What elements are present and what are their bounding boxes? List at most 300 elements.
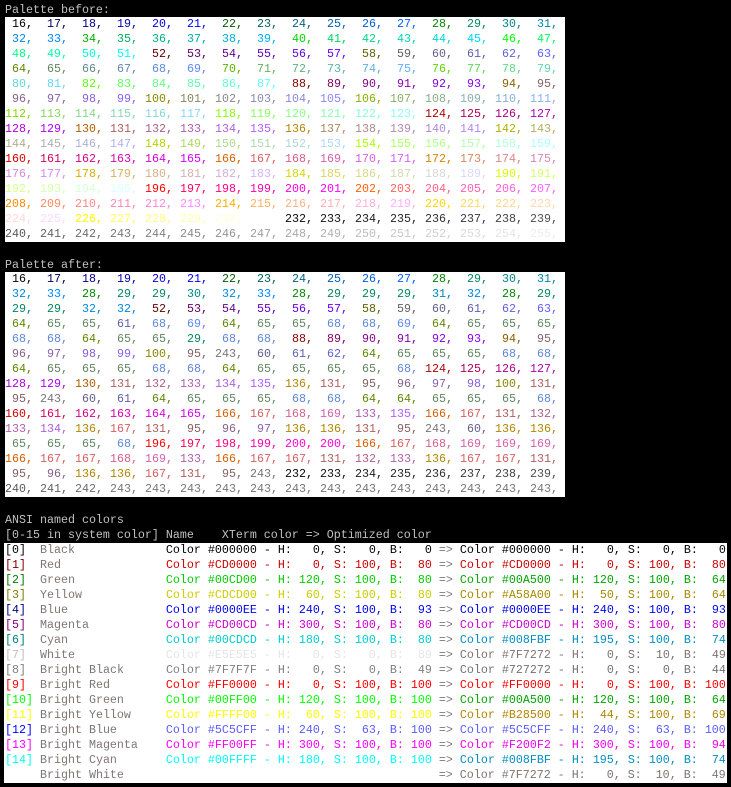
cell-sep: , <box>96 122 103 136</box>
cell-value: 133 <box>180 452 201 466</box>
cell-value: 93 <box>467 77 481 91</box>
cell-value: 133 <box>180 377 201 391</box>
cell-sep: , <box>516 422 523 436</box>
palette-cell <box>145 392 180 407</box>
space <box>404 663 418 677</box>
cell-sep: , <box>96 17 103 31</box>
palette-cell <box>75 272 110 287</box>
ansi-index: [0] <box>5 543 26 557</box>
cell-value: 59 <box>397 302 411 316</box>
s-label: S: <box>627 678 642 692</box>
palette-cell <box>460 32 495 47</box>
cell-sep: , <box>411 152 418 166</box>
cell-sep: , <box>26 362 33 376</box>
cell-sep: , <box>26 47 33 61</box>
hex-value: #00A500 <box>501 573 551 587</box>
cell-value: 234 <box>355 467 376 481</box>
cell-pad <box>110 17 117 31</box>
palette-cell <box>320 212 355 227</box>
cell-pad <box>75 77 82 91</box>
palette-cell <box>320 302 355 317</box>
cell-sep: , <box>201 92 208 106</box>
cell-sep: , <box>26 212 33 226</box>
cell-pad <box>495 62 502 76</box>
cell-sep: , <box>271 197 278 211</box>
cell-pad <box>530 62 537 76</box>
cell-value: 29 <box>47 302 61 316</box>
cell-pad <box>215 392 222 406</box>
cell-sep: , <box>551 287 558 301</box>
cell-pad <box>40 302 47 316</box>
cell-sep: , <box>481 347 488 361</box>
palette-cell <box>460 377 495 392</box>
palette-cell <box>145 377 180 392</box>
cell-sep: , <box>201 407 208 421</box>
palette-cell <box>40 317 75 332</box>
palette-cell <box>390 32 425 47</box>
cell-value: 146 <box>75 137 96 151</box>
palette-cell <box>40 107 75 122</box>
palette-cell <box>180 182 215 197</box>
palette-cell <box>5 152 40 167</box>
cell-pad <box>390 287 397 301</box>
cell-sep: , <box>341 482 348 496</box>
palette-cell <box>285 197 320 212</box>
cell-sep: , <box>271 347 278 361</box>
palette-cell <box>40 152 75 167</box>
palette-cell <box>110 152 145 167</box>
cell-value: 135 <box>390 407 411 421</box>
palette-row <box>5 377 565 392</box>
cell-value: 74 <box>362 62 376 76</box>
s-label: S: <box>627 753 642 767</box>
cell-sep: , <box>96 107 103 121</box>
arrow-icon: => <box>438 693 453 707</box>
palette-cell <box>180 137 215 152</box>
space <box>642 543 663 557</box>
cell-sep: , <box>341 47 348 61</box>
cell-value: 29 <box>117 287 131 301</box>
cell-sep: , <box>516 92 523 106</box>
space <box>586 603 593 617</box>
color-info <box>460 768 726 782</box>
sep: - <box>550 648 572 662</box>
cell-value: 209 <box>40 197 61 211</box>
sep: , <box>375 573 390 587</box>
cell-sep: , <box>271 392 278 406</box>
sep: - <box>256 708 278 722</box>
cell-value: 21 <box>187 17 201 31</box>
palette-cell <box>215 197 250 212</box>
cell-sep: , <box>166 392 173 406</box>
cell-value: 143 <box>530 122 551 136</box>
sep: - <box>256 618 278 632</box>
cell-value: 65 <box>152 332 166 346</box>
hex-value: #000000 <box>207 543 257 557</box>
cell-value: 68 <box>362 317 376 331</box>
cell-sep: , <box>551 122 558 136</box>
palette-cell <box>355 17 390 32</box>
cell-value: 95 <box>362 377 376 391</box>
cell-value: 198 <box>215 182 236 196</box>
cell-value: 140 <box>425 122 446 136</box>
space <box>453 723 460 737</box>
cell-sep: , <box>446 47 453 61</box>
color-info <box>460 618 726 632</box>
cell-value: 97 <box>257 422 271 436</box>
cell-pad <box>425 287 432 301</box>
space <box>495 573 502 587</box>
palette-cell <box>5 122 40 137</box>
cell-sep: , <box>201 182 208 196</box>
b-value: 74 <box>711 633 726 647</box>
cell-sep: , <box>166 317 173 331</box>
cell-pad <box>285 302 292 316</box>
sep: , <box>319 543 334 557</box>
h-label: H: <box>571 723 586 737</box>
cell-value: 243 <box>215 482 236 496</box>
cell-sep: , <box>516 167 523 181</box>
cell-value: 82 <box>82 77 96 91</box>
palette-cell <box>425 167 460 182</box>
h-value: 44 <box>599 708 614 722</box>
color-label: Color <box>459 618 495 632</box>
s-value: 100 <box>648 618 670 632</box>
cell-pad <box>40 467 47 481</box>
cell-value: 28 <box>292 287 306 301</box>
s-value: 100 <box>648 633 670 647</box>
hex-value: #FF0000 <box>501 678 551 692</box>
arrow-icon: => <box>438 618 453 632</box>
cell-sep: , <box>516 197 523 211</box>
space <box>432 543 439 557</box>
cell-sep: , <box>201 47 208 61</box>
palette-before-grid <box>5 17 565 242</box>
cell-value: 136 <box>530 422 551 436</box>
cell-pad <box>40 332 47 346</box>
cell-sep: , <box>376 407 383 421</box>
cell-pad <box>180 362 187 376</box>
cell-sep: , <box>201 272 208 286</box>
palette-cell <box>285 362 320 377</box>
palette-cell <box>495 422 530 437</box>
palette-cell <box>180 212 215 227</box>
cell-sep: , <box>201 482 208 496</box>
palette-cell <box>495 287 530 302</box>
palette-cell <box>40 287 75 302</box>
cell-pad <box>75 272 82 286</box>
palette-cell <box>530 332 565 347</box>
cell-value: 166 <box>215 452 236 466</box>
cell-value: 65 <box>537 317 551 331</box>
sep: , <box>375 663 390 677</box>
sep: - <box>256 543 278 557</box>
space <box>453 603 460 617</box>
cell-sep: , <box>481 17 488 31</box>
palette-cell <box>40 362 75 377</box>
space <box>404 618 418 632</box>
cell-sep: , <box>551 107 558 121</box>
cell-value: 65 <box>82 362 96 376</box>
cell-sep: , <box>131 377 138 391</box>
cell-value: 43 <box>397 32 411 46</box>
cell-value: 94 <box>502 332 516 346</box>
cell-sep: , <box>551 32 558 46</box>
palette-cell <box>495 332 530 347</box>
cell-value: 205 <box>460 182 481 196</box>
sep: , <box>669 723 684 737</box>
cell-sep: , <box>166 197 173 211</box>
space <box>75 648 166 662</box>
cell-sep: , <box>446 377 453 391</box>
cell-sep: , <box>131 77 138 91</box>
b-value: 64 <box>711 573 726 587</box>
palette-cell <box>5 137 40 152</box>
b-value: 93 <box>417 603 432 617</box>
palette-cell <box>40 467 75 482</box>
cell-sep: , <box>236 17 243 31</box>
cell-value: 31 <box>537 272 551 286</box>
sep: - <box>550 738 572 752</box>
palette-cell <box>145 137 180 152</box>
cell-value: 131 <box>530 452 551 466</box>
cell-pad <box>285 272 292 286</box>
h-label: H: <box>277 603 292 617</box>
s-label: S: <box>627 618 642 632</box>
cell-value: 133 <box>5 422 26 436</box>
palette-cell <box>285 437 320 452</box>
cell-pad <box>5 467 12 481</box>
space <box>26 603 40 617</box>
cell-value: 167 <box>250 452 271 466</box>
cell-sep: , <box>446 362 453 376</box>
b-value: 100 <box>410 693 432 707</box>
cell-sep: , <box>96 347 103 361</box>
palette-cell <box>145 347 180 362</box>
cell-sep: , <box>96 332 103 346</box>
cell-value: 55 <box>257 302 271 316</box>
space <box>495 723 502 737</box>
s-value: 0 <box>662 543 670 557</box>
cell-pad <box>40 92 47 106</box>
h-value: 300 <box>298 618 320 632</box>
b-label: B: <box>389 558 404 572</box>
cell-value: 41 <box>327 32 341 46</box>
space <box>495 603 502 617</box>
cell-value: 104 <box>285 92 306 106</box>
sep: , <box>613 768 628 782</box>
ansi-name: Yellow <box>40 588 82 602</box>
cell-pad <box>145 317 152 331</box>
cell-sep: , <box>236 32 243 46</box>
palette-cell <box>390 62 425 77</box>
palette-row <box>5 152 565 167</box>
cell-value: 76 <box>432 62 446 76</box>
palette-cell <box>320 92 355 107</box>
cell-value: 235 <box>390 212 411 226</box>
space <box>642 573 649 587</box>
space <box>586 663 607 677</box>
cell-sep: , <box>376 122 383 136</box>
space <box>201 603 208 617</box>
cell-sep: , <box>376 482 383 496</box>
cell-pad <box>495 392 502 406</box>
palette-cell <box>390 437 425 452</box>
cell-pad <box>5 17 12 31</box>
palette-cell <box>285 137 320 152</box>
b-label: B: <box>389 618 404 632</box>
color-info <box>166 633 432 647</box>
palette-cell <box>285 47 320 62</box>
palette-cell <box>530 302 565 317</box>
palette-cell <box>110 122 145 137</box>
h-label: H: <box>277 588 292 602</box>
cell-value: 243 <box>285 482 306 496</box>
cell-pad <box>215 32 222 46</box>
cell-value: 131 <box>355 422 376 436</box>
cell-value: 218 <box>355 197 376 211</box>
cell-value: 68 <box>292 392 306 406</box>
cell-value: 95 <box>537 77 551 91</box>
palette-cell <box>180 62 215 77</box>
cell-pad <box>180 332 187 346</box>
cell-sep: , <box>61 332 68 346</box>
palette-cell <box>215 47 250 62</box>
cell-value: 90 <box>362 77 376 91</box>
hex-value: #CD0000 <box>207 558 257 572</box>
hex-value: #FFFF00 <box>207 708 257 722</box>
palette-cell <box>390 77 425 92</box>
cell-pad <box>250 392 257 406</box>
space <box>432 678 439 692</box>
cell-value: 166 <box>215 152 236 166</box>
palette-cell <box>390 107 425 122</box>
cell-value: 236 <box>425 467 446 481</box>
cell-value: 125 <box>460 362 481 376</box>
cell-pad <box>460 347 467 361</box>
arrow-icon: => <box>438 663 453 677</box>
cell-value: 52 <box>152 47 166 61</box>
palette-cell <box>460 272 495 287</box>
cell-value: 237 <box>460 467 481 481</box>
cell-value: 49 <box>47 47 61 61</box>
cell-value: 94 <box>502 77 516 91</box>
b-value: 100 <box>410 723 432 737</box>
cell-value: 53 <box>187 302 201 316</box>
space <box>201 723 208 737</box>
cell-value: 184 <box>285 167 306 181</box>
cell-sep: , <box>201 197 208 211</box>
palette-cell <box>495 467 530 482</box>
cell-value: 239 <box>530 467 551 481</box>
palette-cell <box>285 332 320 347</box>
cell-sep: , <box>61 17 68 31</box>
h-label: H: <box>571 753 586 767</box>
cell-value: 22 <box>222 272 236 286</box>
space <box>453 588 460 602</box>
cell-pad <box>75 47 82 61</box>
h-value: 180 <box>298 633 320 647</box>
cell-pad <box>320 47 327 61</box>
sep: , <box>613 663 628 677</box>
cell-pad <box>145 17 152 31</box>
cell-sep: , <box>61 32 68 46</box>
sep: , <box>613 558 628 572</box>
color-info <box>166 558 432 572</box>
cell-pad <box>40 47 47 61</box>
palette-cell <box>40 167 75 182</box>
cell-sep: , <box>481 317 488 331</box>
cell-sep: , <box>26 302 33 316</box>
cell-value: 29 <box>467 272 481 286</box>
cell-sep: , <box>306 212 313 226</box>
cell-value: 162 <box>75 152 96 166</box>
color-label: Color <box>459 708 495 722</box>
cell-sep: , <box>166 47 173 61</box>
space <box>404 543 425 557</box>
cell-sep: , <box>446 32 453 46</box>
cell-value: 239 <box>530 212 551 226</box>
palette-cell <box>250 107 285 122</box>
cell-value: 61 <box>467 302 481 316</box>
cell-sep: , <box>551 197 558 211</box>
space <box>586 633 593 647</box>
palette-cell <box>495 47 530 62</box>
color-label: Color <box>459 693 495 707</box>
cell-value: 65 <box>257 362 271 376</box>
cell-value: 160 <box>5 152 26 166</box>
h-label: H: <box>277 678 292 692</box>
cell-sep: , <box>26 452 33 466</box>
palette-cell <box>180 227 215 242</box>
cell-value: 149 <box>180 137 201 151</box>
cell-value: 24 <box>292 17 306 31</box>
cell-value: 131 <box>320 452 341 466</box>
b-label: B: <box>683 723 698 737</box>
s-value: 63 <box>655 723 670 737</box>
cell-value: 190 <box>495 167 516 181</box>
space <box>642 618 649 632</box>
palette-cell <box>320 317 355 332</box>
palette-cell <box>250 227 285 242</box>
cell-pad <box>250 77 257 91</box>
cell-value: 255 <box>530 227 551 241</box>
palette-cell <box>75 452 110 467</box>
cell-value: 102 <box>215 92 236 106</box>
cell-sep: , <box>341 347 348 361</box>
cell-pad <box>110 392 117 406</box>
cell-value: 65 <box>467 317 481 331</box>
s-label: S: <box>333 753 348 767</box>
cell-sep: , <box>411 482 418 496</box>
cell-pad <box>460 272 467 286</box>
cell-sep: , <box>236 47 243 61</box>
color-label: Color <box>459 573 495 587</box>
cell-sep: , <box>131 152 138 166</box>
palette-cell <box>180 77 215 92</box>
palette-cell <box>460 77 495 92</box>
cell-sep: , <box>481 167 488 181</box>
palette-cell <box>530 362 565 377</box>
palette-cell <box>320 392 355 407</box>
palette-cell <box>75 377 110 392</box>
cell-sep: , <box>341 152 348 166</box>
space <box>124 663 166 677</box>
palette-cell <box>320 197 355 212</box>
cell-value: 89 <box>327 77 341 91</box>
cell-sep: , <box>516 77 523 91</box>
cell-value: 95 <box>187 347 201 361</box>
